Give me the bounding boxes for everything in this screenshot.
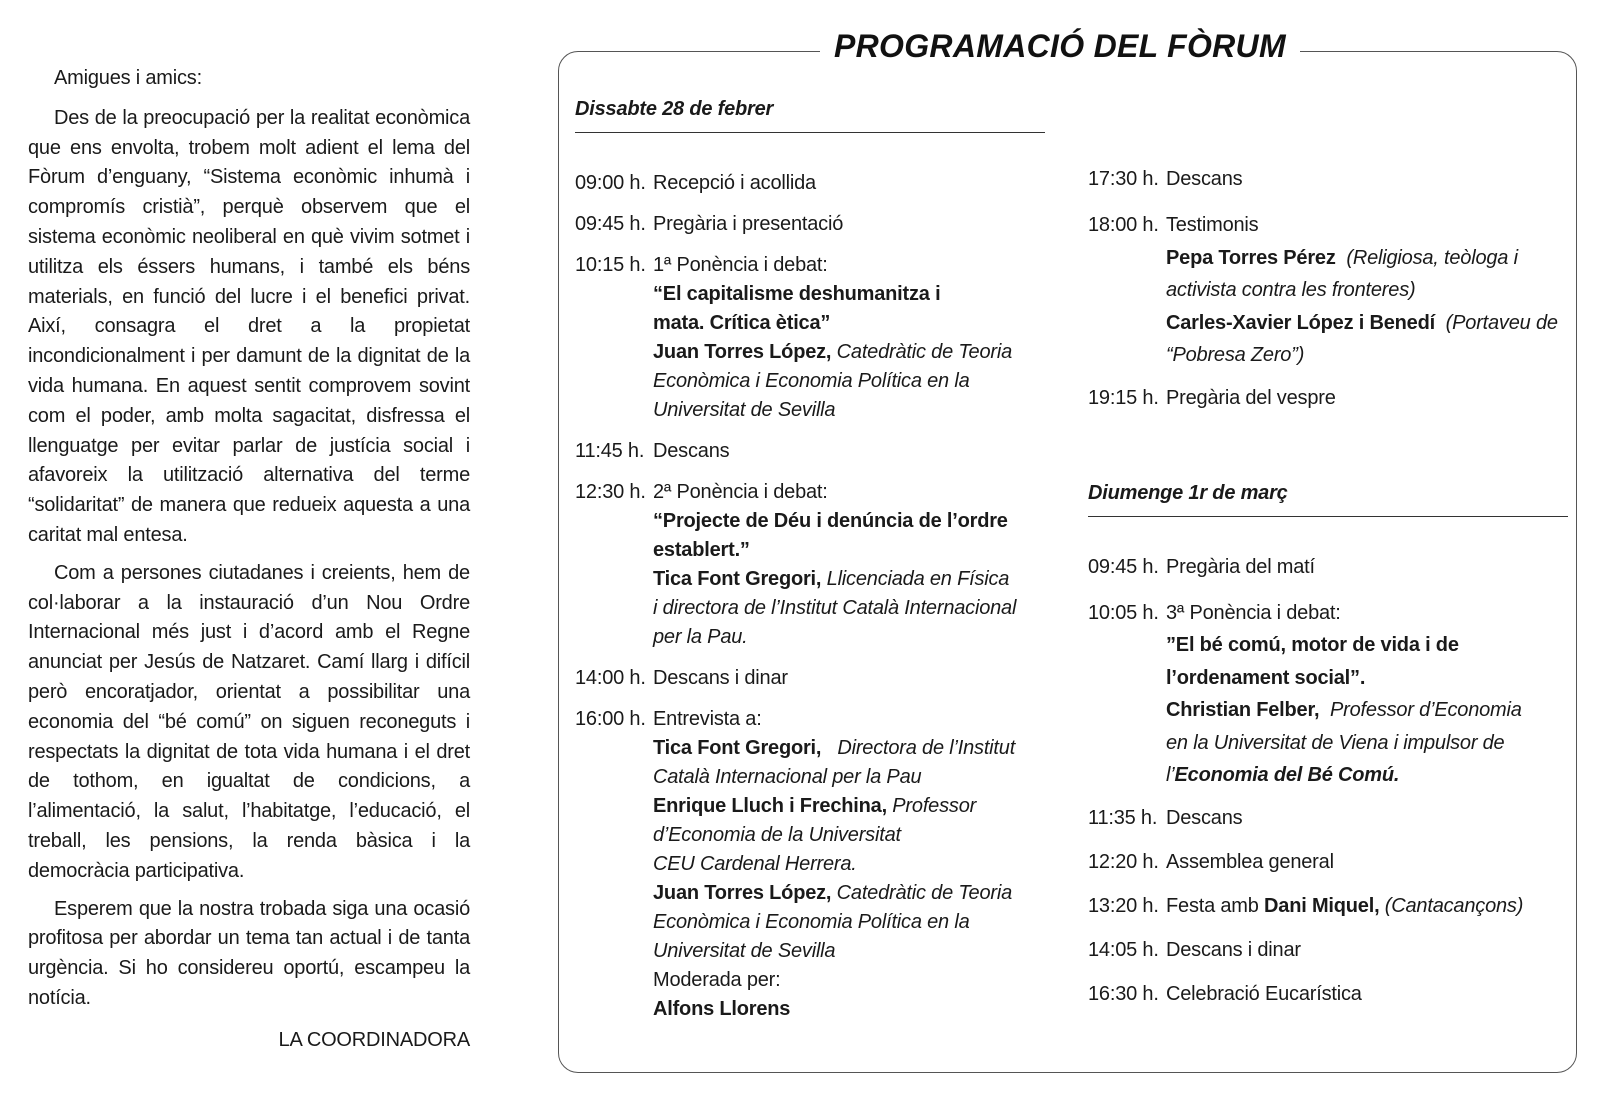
speaker-name: Enrique Lluch i Frechina, bbox=[653, 795, 887, 817]
schedule-entry bbox=[575, 478, 1045, 652]
testimony-name: Carles-Xavier López i Benedí bbox=[1166, 311, 1435, 334]
moderator-label: Moderada per: bbox=[653, 969, 781, 991]
entry-time: 16:30 h. bbox=[1088, 982, 1159, 1005]
entry-title-text: Festa amb bbox=[1166, 894, 1259, 917]
entry-title: Entrevista a: bbox=[653, 708, 762, 730]
entry-title: 3ª Ponència i debat: bbox=[1166, 601, 1341, 624]
letter-greeting: Amigues i amics: bbox=[54, 67, 202, 89]
schedule-entry bbox=[1088, 936, 1568, 965]
entry-title: 2ª Ponència i debat: bbox=[653, 481, 828, 503]
speaker-role: Directora de l’Institut bbox=[837, 737, 1016, 759]
speaker-name: Juan Torres López, bbox=[653, 341, 832, 363]
schedule-entry bbox=[575, 705, 1045, 1024]
speaker-role: en la Universitat de Viena i impulsor de bbox=[1166, 731, 1505, 754]
speaker-role: per la Pau. bbox=[653, 626, 748, 648]
schedule-entry bbox=[1088, 553, 1568, 582]
speaker-role: Universitat de Sevilla bbox=[653, 399, 836, 421]
testimony-role: activista contra les fronteres) bbox=[1166, 279, 1416, 301]
schedule-entry bbox=[575, 251, 1045, 425]
speaker-line bbox=[1166, 759, 1568, 792]
talk-title: “El capitalisme deshumanitza i bbox=[653, 283, 941, 305]
speaker-name: Christian Felber, bbox=[1166, 699, 1320, 721]
program-title: PROGRAMACIÓ DEL FÒRUM bbox=[820, 28, 1300, 65]
entry-time: 11:45 h. bbox=[575, 440, 645, 462]
schedule-entry bbox=[575, 437, 1045, 466]
speaker-role: CEU Cardenal Herrera. bbox=[653, 853, 857, 875]
entry-title: Descans bbox=[653, 440, 730, 462]
speaker-name: Tica Font Gregori, bbox=[653, 737, 822, 759]
speaker-role: Català Internacional per la Pau bbox=[653, 766, 922, 788]
testimony-line bbox=[1166, 242, 1568, 275]
speaker-line bbox=[653, 879, 1045, 908]
moderator-name: Alfons Llorens bbox=[653, 998, 791, 1020]
entry-title: Testimonis bbox=[1166, 214, 1259, 236]
speaker-role: i directora de l’Institut Català Internacional bbox=[653, 597, 1017, 619]
entry-time: 09:45 h. bbox=[575, 213, 646, 235]
speaker-role: Universitat de Sevilla bbox=[653, 940, 836, 962]
entry-time: 14:00 h. bbox=[575, 667, 646, 689]
entry-time: 10:05 h. bbox=[1088, 601, 1159, 624]
entry-title: Pregària i presentació bbox=[653, 213, 844, 235]
entry-time: 12:20 h. bbox=[1088, 850, 1159, 873]
talk-title: l’ordenament social”. bbox=[1166, 666, 1366, 689]
talk-title: ”El bé comú, motor de vida i de bbox=[1166, 634, 1459, 656]
talk-title: “Projecte de Déu i denúncia de l’ordre bbox=[653, 510, 1008, 532]
testimony-line bbox=[1166, 307, 1568, 340]
day-heading-sunday: Diumenge 1r de març bbox=[1088, 479, 1568, 517]
entry-title: Descans i dinar bbox=[1166, 938, 1301, 961]
talk-title: establert.” bbox=[653, 539, 750, 561]
entry-title: Descans i dinar bbox=[653, 667, 788, 689]
speaker-role: Professor bbox=[892, 795, 977, 817]
schedule-entry bbox=[575, 169, 1045, 198]
speaker-role: d’Economia de la Universitat bbox=[653, 824, 901, 846]
performer-role: (Cantacançons) bbox=[1384, 894, 1524, 917]
entry-time: 09:00 h. bbox=[575, 172, 646, 194]
entry-time: 16:00 h. bbox=[575, 708, 646, 730]
entry-title: Descans bbox=[1166, 168, 1243, 190]
testimony-role: (Religiosa, teòloga i bbox=[1346, 246, 1518, 269]
entry-time: 10:15 h. bbox=[575, 254, 646, 276]
schedule-entry bbox=[1088, 892, 1568, 921]
speaker-line bbox=[653, 338, 1045, 367]
entry-title: Pregària del matí bbox=[1166, 555, 1315, 578]
entry-time: 19:15 h. bbox=[1088, 386, 1159, 409]
speaker-name: Tica Font Gregori, bbox=[653, 568, 822, 590]
entry-time: 17:30 h. bbox=[1088, 168, 1159, 190]
schedule-entry bbox=[575, 210, 1045, 239]
speaker-line bbox=[653, 565, 1045, 594]
letter bbox=[28, 64, 470, 1056]
letter-paragraph-2: Com a persones ciutadanes i creients, hem de col·laborar a la instauració d’un Nou Ordre Internacional més just i d’acord amb el Regne anunciat per Jesús de Natzaret. Camí llarg i difícil però encoratjador, orientat a possibilitar una economia del “bé comú” on siguen reconeguts i respectats la dignitat de tota vida humana i el dret de tothom, en igualtat de condicions, a l’alimentació, la salut, l’habitatge, l’educació, el treball, les pensions, la renda bàsica i la democràcia participativa. bbox=[28, 561, 470, 882]
entry-time: 18:00 h. bbox=[1088, 214, 1159, 236]
letter-paragraph-1: Des de la preocupació per la realitat econòmica que ens envolta, trobem molt adient el lema del Fòrum d’enguany, “Sistema econòmic inhumà i compromís cristià”, perquè observem que el sistema econòmic neoliberal en què vivim sotmet i utilitza els éssers humans, i també els béns materials, en funció del lucre i el benefici privat. Així, consagra el dret a la propietat incondicionalment i per damunt de la dignitat de la vida humana. En aquest sentit comprovem sovint com el poder, amb molta sagacitat, disfressa el llenguatge per evitar parlar de justícia social i afavoreix la utilització alternativa del terme “solidaritat” de manera que redueix aquesta a una caritat mal entesa. bbox=[28, 106, 470, 546]
entry-time: 11:35 h. bbox=[1088, 806, 1158, 829]
entry-title: Recepció i acollida bbox=[653, 172, 816, 194]
day-heading-saturday: Dissabte 28 de febrer bbox=[575, 95, 1045, 133]
speaker-line bbox=[653, 792, 1045, 821]
speaker-role: Professor d’Economia bbox=[1330, 699, 1522, 721]
entry-title: 1ª Ponència i debat: bbox=[653, 254, 828, 276]
schedule-entry bbox=[1088, 804, 1568, 833]
entry-time: 13:20 h. bbox=[1088, 894, 1159, 917]
schedule-entry bbox=[1088, 597, 1568, 792]
letter-paragraph-3: Esperem que la nostra trobada siga una ocasió profitosa per abordar un tema tan actual i de tanta urgència. Si ho considereu oportú, escampeu la notícia. bbox=[28, 897, 470, 1009]
performer-name: Dani Miquel, bbox=[1264, 894, 1380, 917]
schedule-entry bbox=[575, 664, 1045, 693]
schedule-entry bbox=[1088, 209, 1568, 372]
entry-title: Celebració Eucarística bbox=[1166, 982, 1362, 1005]
talk-title: mata. Crítica ètica” bbox=[653, 312, 831, 334]
letter-signature: LA COORDINADORA bbox=[278, 1028, 470, 1051]
entry-time: 12:30 h. bbox=[575, 481, 646, 503]
speaker-role: Economia del Bé Comú. bbox=[1174, 764, 1400, 786]
entry-time: 09:45 h. bbox=[1088, 555, 1159, 578]
speaker-role: l’ bbox=[1166, 764, 1175, 786]
speaker-line bbox=[1166, 694, 1568, 727]
testimony-role: (Portaveu de bbox=[1445, 311, 1558, 334]
speaker-line bbox=[653, 734, 1045, 763]
testimony-role: “Pobresa Zero”) bbox=[1166, 344, 1305, 366]
speaker-name: Juan Torres López, bbox=[653, 882, 832, 904]
entry-title: Assemblea general bbox=[1166, 850, 1334, 873]
entry-title: Descans bbox=[1166, 806, 1243, 829]
schedule-entry bbox=[1088, 165, 1568, 194]
schedule-entry bbox=[1088, 980, 1568, 1009]
saturday-column bbox=[575, 95, 1045, 1036]
schedule-entry bbox=[1088, 848, 1568, 877]
right-column bbox=[1088, 165, 1568, 1021]
testimony-name: Pepa Torres Pérez bbox=[1166, 246, 1336, 269]
entry-title bbox=[1166, 892, 1568, 921]
speaker-role: Catedràtic de Teoria bbox=[836, 882, 1013, 904]
speaker-role: Llicenciada en Física bbox=[826, 568, 1010, 590]
entry-time: 14:05 h. bbox=[1088, 938, 1159, 961]
speaker-role: Econòmica i Economia Política en la bbox=[653, 911, 970, 933]
entry-title: Pregària del vespre bbox=[1166, 386, 1336, 409]
speaker-role: Catedràtic de Teoria bbox=[836, 341, 1013, 363]
schedule-entry bbox=[1088, 384, 1568, 413]
speaker-role: Econòmica i Economia Política en la bbox=[653, 370, 970, 392]
